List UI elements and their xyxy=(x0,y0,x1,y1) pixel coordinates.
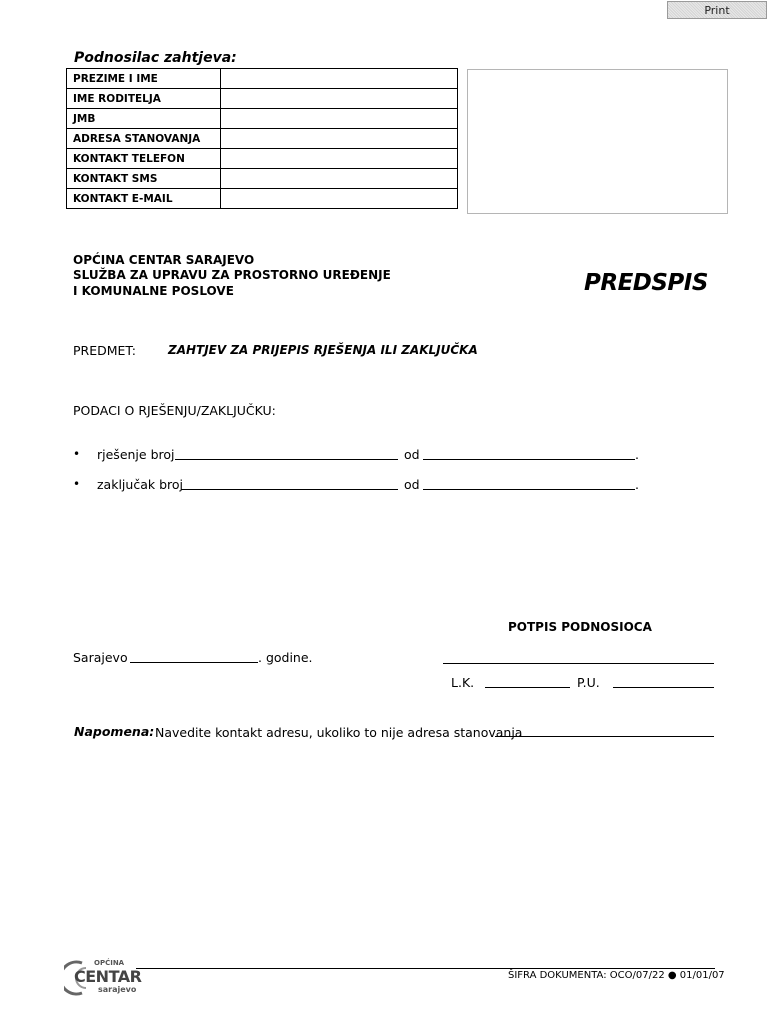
note-label: Napomena: xyxy=(74,724,155,739)
date-field[interactable] xyxy=(130,662,258,663)
org-line-2: SLUŽBA ZA UPRAVU ZA PROSTORNO UREĐENJE xyxy=(73,268,391,282)
address-input[interactable] xyxy=(221,129,458,149)
line-end-dot: . xyxy=(635,447,639,462)
sms-input[interactable] xyxy=(221,169,458,189)
conclusion-date-field[interactable] xyxy=(423,489,635,490)
logo-main-text: CENTAR xyxy=(74,967,142,986)
conclusion-number-label: zaključak broj xyxy=(97,477,183,492)
decision-date-label: od xyxy=(404,447,420,462)
phone-input[interactable] xyxy=(221,149,458,169)
parent-name-input[interactable] xyxy=(221,89,458,109)
jmb-input[interactable] xyxy=(221,109,458,129)
city-label: Sarajevo xyxy=(73,650,128,665)
applicant-row xyxy=(67,189,458,209)
municipality-logo xyxy=(64,955,140,997)
line-end-dot: . xyxy=(635,477,639,492)
bullet-icon: • xyxy=(73,447,81,461)
subject-value: ZAHTJEV ZA PRIJEPIS RJEŠENJA ILI ZAKLJUČKA xyxy=(168,343,478,357)
field-label: PREZIME I IME xyxy=(67,69,221,89)
document-title: PREDSPIS xyxy=(584,270,708,296)
org-line-3: I KOMUNALNE POSLOVE xyxy=(73,284,234,298)
applicant-heading: Podnosilac zahtjeva: xyxy=(74,50,237,66)
signature-field[interactable] xyxy=(443,663,714,664)
decision-date-field[interactable] xyxy=(423,459,635,460)
lk-field[interactable] xyxy=(485,687,570,688)
applicant-table xyxy=(66,68,458,209)
bullet-icon: • xyxy=(73,477,81,491)
conclusion-date-label: od xyxy=(404,477,420,492)
note-text: Navedite kontakt adresu, ukoliko to nije adresa stanovanja xyxy=(155,725,523,740)
pu-label: P.U. xyxy=(577,675,600,690)
conclusion-number-field[interactable] xyxy=(181,489,398,490)
field-label: IME RODITELJA xyxy=(67,89,221,109)
decision-number-label: rješenje broj xyxy=(97,447,175,462)
subject-label: PREDMET: xyxy=(73,343,136,358)
applicant-row xyxy=(67,89,458,109)
logo-bottom-text: sarajevo xyxy=(98,985,137,994)
field-label: KONTAKT E-MAIL xyxy=(67,189,221,209)
signature-heading: POTPIS PODNOSIOCA xyxy=(508,620,652,634)
applicant-row xyxy=(67,169,458,189)
field-label: ADRESA STANOVANJA xyxy=(67,129,221,149)
print-button[interactable]: Print xyxy=(667,1,767,19)
footer-divider xyxy=(136,968,715,969)
applicant-row xyxy=(67,109,458,129)
decision-data-heading: PODACI O RJEŠENJU/ZAKLJUČKU: xyxy=(73,403,276,418)
contact-address-field[interactable] xyxy=(495,736,714,737)
applicant-row xyxy=(67,129,458,149)
org-line-1: OPĆINA CENTAR SARAJEVO xyxy=(73,253,255,267)
surname-name-input[interactable] xyxy=(221,69,458,89)
logo-top-text: OPĆINA xyxy=(94,959,125,967)
email-input[interactable] xyxy=(221,189,458,209)
applicant-row xyxy=(67,149,458,169)
lk-label: L.K. xyxy=(451,675,475,690)
applicant-row xyxy=(67,69,458,89)
stamp-box xyxy=(467,69,728,214)
document-code: ŠIFRA DOKUMENTA: OCO/07/22 ● 01/01/07 xyxy=(508,970,725,981)
decision-number-field[interactable] xyxy=(175,459,398,460)
field-label: KONTAKT SMS xyxy=(67,169,221,189)
year-suffix: . godine. xyxy=(258,650,313,665)
field-label: KONTAKT TELEFON xyxy=(67,149,221,169)
pu-field[interactable] xyxy=(613,687,714,688)
field-label: JMB xyxy=(67,109,221,129)
